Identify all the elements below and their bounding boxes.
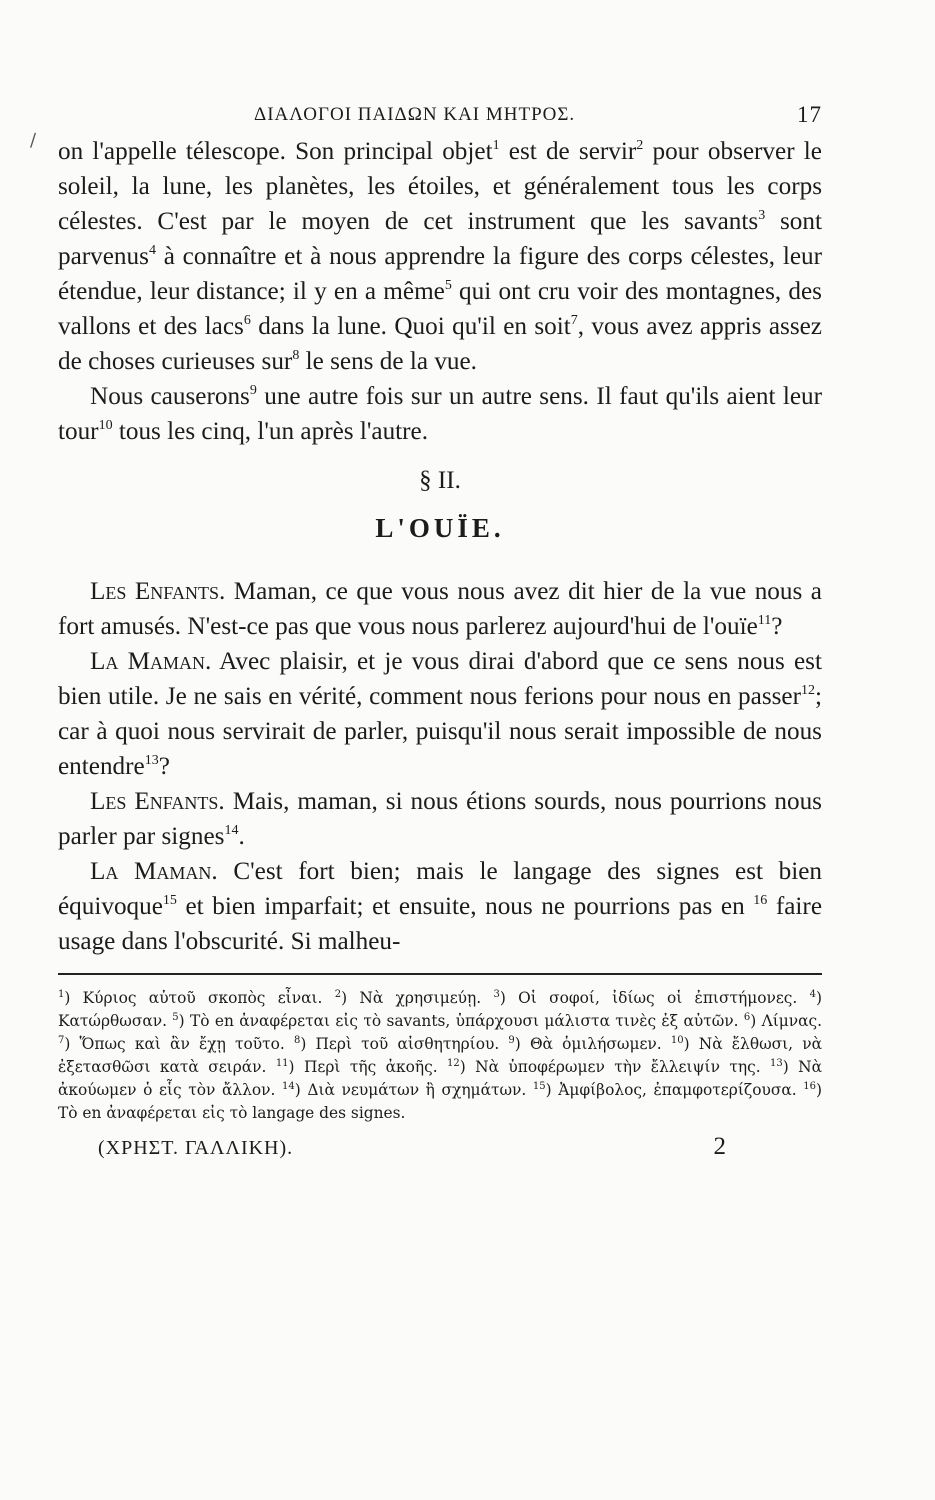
note-ref: 6 xyxy=(243,313,251,328)
sheet-number: 2 xyxy=(713,1133,726,1160)
speaker-label: Les Enfants. xyxy=(90,578,226,605)
page-footer xyxy=(58,1133,822,1173)
note-ref: 7 xyxy=(570,313,578,328)
footnotes: $^1$) Κύριος αὐτοῦ σκοπὸς εἶναι. $^2$) Νὰ χρησιμεύῃ. $^3$) Οἱ σοφοί, ἰδίως οἱ ἐπιστήμονες. $^4$) Κατώρθωσαν. $^5$) Τὸ en ἀναφέρεται εἰς τὸ savants, ὑπάρχουσι μάλιστα τινὲς ἐξ αὐτῶν. $^6$) Λίμνας. $^7$) Ὅπως καὶ ἂν ἔχῃ τοῦτο. $^8$) Περὶ τοῦ αἰσθητηρίου. $^9$) Θὰ ὁμιλήσωμεν. $^{10}$) Νὰ ἔλθωσι, νὰ ἐξετασθῶσι κατὰ σειράν. $^{11}$) Περὶ τῆς ἀκοῆς. $^{12}$) Νὰ ὑποφέρωμεν τὴν ἔλλειψίν της. $^{13}$) Νὰ ἀκούωμεν ὁ εἷς τὸν ἄλλον. $^{14}$) Διὰ νευμάτων ἢ σχημάτων. $^{15}$) Ἀμφίβολος, ἐπαμφοτερίζουσα. $^{16}$) Τὸ en ἀναφέρεται εἰς τὸ langage des signes. xyxy=(58,989,823,1122)
page-header xyxy=(58,100,822,134)
note-ref: 9 xyxy=(249,383,257,398)
speaker-label: Les Enfants. xyxy=(90,788,225,815)
dialogue-children-2: Les Enfants. Mais, maman, si nous étions sourds, nous pourrions nous parler par signes$^{14}$. xyxy=(58,788,822,850)
section-number: § II. xyxy=(419,467,461,494)
book-page xyxy=(58,100,822,1173)
note-ref: 14 xyxy=(224,823,239,838)
signature-mark: (ΧΡΗΣΤ. ΓΑΛΛΙΚΗ). xyxy=(98,1137,294,1159)
note-ref: 2 xyxy=(636,138,644,153)
margin-mark: ∕ xyxy=(30,130,37,151)
note-ref: 10 xyxy=(98,418,113,433)
running-title: ΔΙΑΛΟΓΟΙ ΠΑΙΔΩΝ ΚΑΙ ΜΗΤΡΟΣ. xyxy=(254,104,576,125)
dialogue-mother-1: La Maman. Avec plaisir, et je vous dirai d'abord que ce sens nous est bien utile. Je ne sais en vérité, comment nous ferions pour nous en passer$^{12}$; car à quoi nous servirait de parler, puisqu'il nous serait impossible de nous entendre$^{13}$? xyxy=(58,648,822,780)
note-ref: 15 xyxy=(162,893,177,908)
dialogue-children-1: Les Enfants. Maman, ce que vous nous avez dit hier de la vue nous a fort amusés. N'est-ce pas que vous nous parlerez aujourd'hui de l'ouïe$^{11}$? xyxy=(58,578,822,640)
note-ref: 13 xyxy=(144,753,159,768)
page-number: 17 xyxy=(797,102,822,127)
paragraph-telescope: on l'appelle télescope. Son principal objet$^1$ est de servir$^2$ pour observer le soleil, la lune, les planètes, les étoiles, et généralement tous les corps célestes. C'est par le moyen de cet instrument que les savants$^3$ sont parvenus$^4$ à connaître et à nous apprendre la figure des corps célestes, leur étendue, leur distance; il y en a même$^5$ qui ont cru voir des montagnes, des vallons et des lacs$^6$ dans la lune. Quoi qu'il en soit$^7$, vous avez appris assez de choses curieuses sur$^8$ le sens de la vue. xyxy=(58,138,822,375)
note-ref: 11 xyxy=(757,613,772,628)
footnote-rule xyxy=(58,973,822,975)
note-ref: 3 xyxy=(758,208,766,223)
speaker-label: La Maman. xyxy=(90,858,218,885)
speaker-label: La Maman. xyxy=(90,648,212,675)
note-ref: 1 xyxy=(492,138,500,153)
note-ref: 8 xyxy=(292,348,300,363)
dialogue-mother-2: La Maman. C'est fort bien; mais le langage des signes est bien équivoque$^{15}$ et bien imparfait; et ensuite, nous ne pourrions pas en $^{16}$ faire usage dans l'obscurité. Si malheu- xyxy=(58,858,822,955)
note-ref: 12 xyxy=(801,683,815,698)
note-ref: 4 xyxy=(148,243,156,258)
section-title: L'OUÏE. xyxy=(375,513,505,543)
note-ref: 5 xyxy=(444,278,452,293)
note-ref: 16 xyxy=(753,893,768,908)
paragraph-next-sense: Nous causerons$^9$ une autre fois sur un autre sens. Il faut qu'ils aient leur tour$^{10}$ tous les cinq, l'un après l'autre. xyxy=(58,383,822,445)
